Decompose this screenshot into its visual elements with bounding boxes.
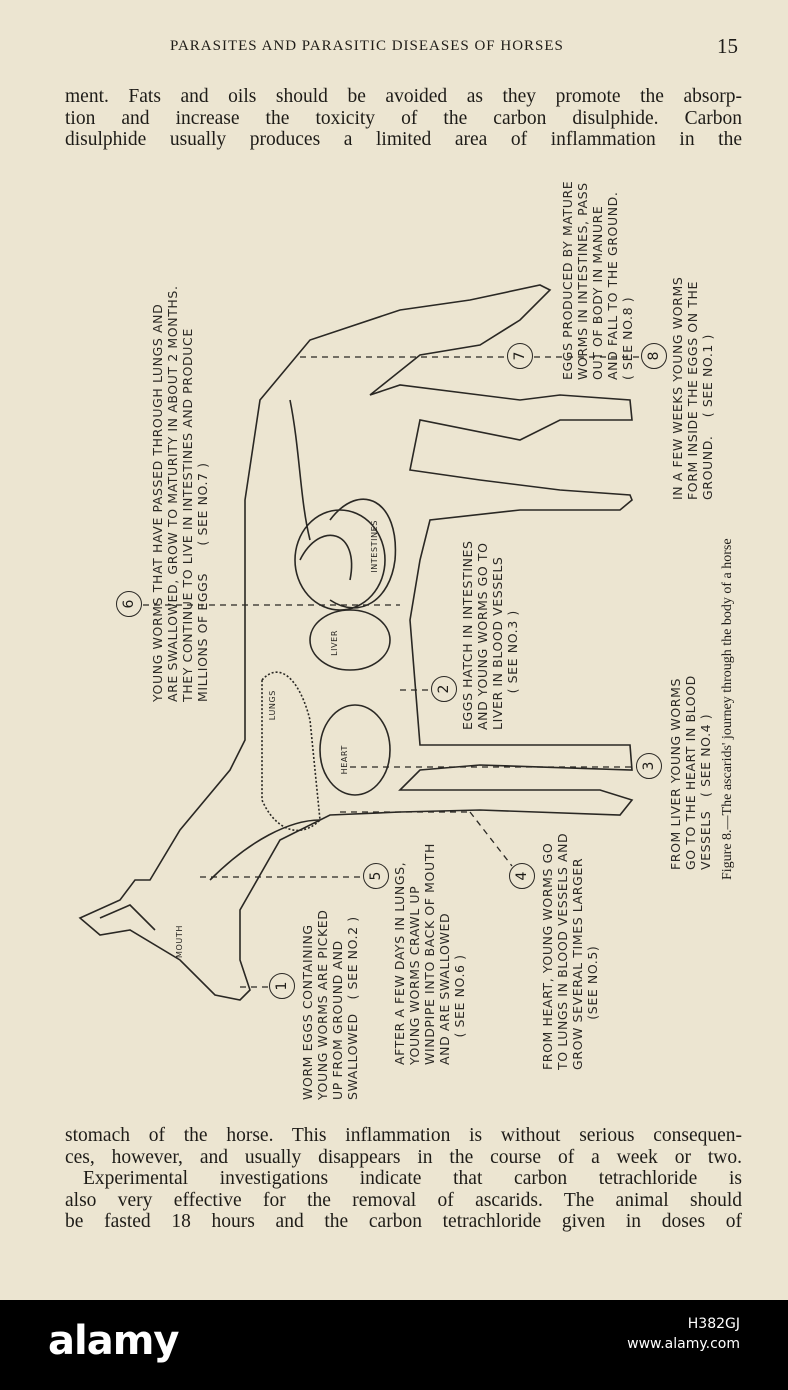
- step-label-8: IN A FEW WEEKS YOUNG WORMS FORM INSIDE THE EGGS ON THE GROUND. ( SEE NO.1 ): [670, 276, 715, 500]
- organ-label-liver: LIVER: [330, 630, 339, 656]
- figure-caption: Figure 8.—The ascarids' journey through the body of a horse: [720, 538, 735, 880]
- organ-label-intestines: INTESTINES: [370, 520, 379, 573]
- text-line: disulphide usually produces a limited area of inflammation in the: [65, 129, 742, 150]
- step-marker-2: 2: [431, 676, 457, 702]
- step-marker-7: 7: [507, 343, 533, 369]
- alamy-logo: alamy: [48, 1318, 179, 1364]
- image-id: H382GJ: [687, 1316, 740, 1332]
- organ-label-lungs: LUNGS: [268, 690, 277, 721]
- page-number: 15: [717, 34, 738, 58]
- step-marker-4: 4: [509, 863, 535, 889]
- step-marker-3: 3: [636, 753, 662, 779]
- text-line: ces, however, and usually disappears in the course of a week or two.: [65, 1146, 742, 1168]
- text-line: stomach of the horse. This inflammation is without serious consequen-: [65, 1125, 742, 1146]
- running-title: PARASITES AND PARASITIC DISEASES OF HORSES: [170, 38, 564, 54]
- step-label-1: WORM EGGS CONTAINING YOUNG WORMS ARE PICKED UP FROM GROUND AND SWALLOWED ( SEE NO.2 ): [300, 909, 360, 1100]
- step-label-7: EGGS PRODUCED BY MATURE WORMS IN INTESTINES, PASS OUT OF BODY IN MANURE AND FALL TO THE GROUND. ( SEE NO.8 ): [560, 180, 635, 380]
- step-label-2: EGGS HATCH IN INTESTINES AND YOUNG WORMS GO TO LIVER IN BLOOD VESSELS ( SEE NO.3 ): [460, 540, 520, 730]
- text-line: be fasted 18 hours and the carbon tetrachloride given in doses of: [65, 1211, 742, 1232]
- text-line: Experimental investigations indicate that carbon tetrachloride is: [83, 1168, 742, 1189]
- step-marker-8: 8: [641, 343, 667, 369]
- step-marker-1: 1: [269, 973, 295, 999]
- image-info: [627, 1314, 740, 1354]
- organ-label-mouth: MOUTH: [175, 925, 184, 958]
- site-url: www.alamy.com: [627, 1336, 740, 1352]
- watermark-footer: [0, 1300, 788, 1390]
- organ-label-heart: HEART: [340, 745, 349, 775]
- step-label-4: FROM HEART, YOUNG WORMS GO TO LUNGS IN BLOOD VESSELS AND GROW SEVERAL TIMES LARGER (SEE NO.5): [540, 832, 600, 1070]
- text-line: also very effective for the removal of ascarids. The animal should: [65, 1189, 742, 1211]
- text-line: ment. Fats and oils should be avoided as they promote the absorp-: [65, 86, 742, 107]
- step-marker-5: 5: [363, 863, 389, 889]
- text-line: tion and increase the toxicity of the carbon disulphide. Carbon: [65, 107, 742, 129]
- bottom-paragraph: [65, 1125, 742, 1233]
- step-label-6: YOUNG WORMS THAT HAVE PASSED THROUGH LUNGS AND ARE SWALLOWED, GROW TO MATURITY IN ABOUT 2 MONTHS. THEY CONTINUE TO LIVE IN INTESTINES AND PRODUCE MILLIONS OF EGGS ( SEE NO.7 ): [150, 285, 210, 702]
- step-marker-6: 6: [116, 591, 142, 617]
- step-label-3: FROM LIVER YOUNG WORMS GO TO THE HEART IN BLOOD VESSELS ( SEE NO.4 ): [668, 675, 713, 870]
- step-label-5: AFTER A FEW DAYS IN LUNGS, YOUNG WORMS CRAWL UP WINDPIPE INTO BACK OF MOUTH AND ARE SWALLOWED ( SEE NO.6 ): [392, 843, 467, 1065]
